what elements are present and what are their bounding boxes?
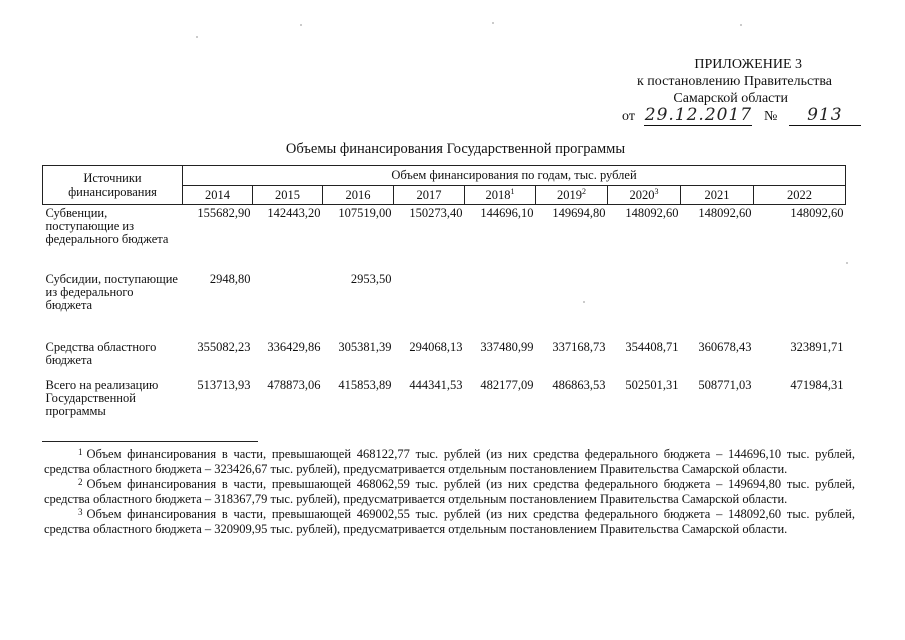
year-header: [183, 185, 253, 205]
footnote-ref: 1: [510, 186, 515, 196]
row-label: Средства областного бюджета: [45, 340, 157, 367]
footnote-ref: 2: [582, 186, 586, 196]
value-cell: 337480,99: [480, 340, 534, 354]
row-label: Субвенции, поступающие из федерального бюджета: [45, 206, 169, 246]
year-label: 2021: [704, 187, 730, 202]
scan-speck: [740, 24, 742, 26]
year-header: [465, 185, 536, 205]
year-header: [681, 185, 754, 205]
value-cell: 354408,71: [625, 340, 679, 354]
value-cell: 148092,60: [790, 206, 844, 220]
table-row: [43, 377, 846, 427]
value-cell: 323891,71: [790, 340, 844, 354]
footnote-mark: 2: [78, 477, 83, 487]
value-cell: [754, 271, 846, 337]
year-header: [394, 185, 465, 205]
table-header-row: [43, 166, 846, 186]
value-cell: [253, 271, 323, 337]
appendix-decree-line: к постановлению Правительства: [636, 74, 832, 89]
year-header: [323, 185, 394, 205]
number-handwritten: 913: [807, 105, 843, 125]
appendix-date-line: [560, 105, 843, 126]
value-cell: [608, 271, 681, 337]
value-cell: 471984,31: [790, 378, 844, 392]
footnote-rule: [42, 441, 258, 442]
value-cell: [465, 271, 536, 337]
value-cell: 355082,23: [197, 340, 251, 354]
year-label: 2018: [485, 187, 511, 202]
value-cell: 2953,50: [350, 272, 392, 286]
group-header: Объем финансирования по годам, тыс. рублей: [183, 166, 846, 186]
value-cell: 148092,60: [698, 206, 752, 220]
value-cell: 415853,89: [338, 378, 392, 392]
value-cell: [394, 271, 465, 337]
year-header: [608, 185, 681, 205]
value-cell: 360678,43: [698, 340, 752, 354]
document-title: Объемы финансирования Государственной программы: [285, 141, 626, 157]
date-prefix: от: [622, 109, 635, 124]
scan-speck: [300, 24, 302, 26]
footnote: [44, 507, 855, 537]
appendix-header: [560, 56, 843, 126]
table-row: [43, 337, 846, 377]
value-cell: 444341,53: [409, 378, 463, 392]
scan-speck: [492, 22, 494, 24]
footnote-mark: 1: [78, 447, 83, 457]
year-label: 2014: [205, 187, 230, 202]
value-cell: 2948,80: [209, 272, 251, 286]
value-cell: 502501,31: [625, 378, 679, 392]
value-cell: 482177,09: [480, 378, 534, 392]
footnote-text: Объем финансирования в части, превышающей 469002,55 тыс. рублей (из них средства федерального бюджета – 148092,60 тыс. рублей, средства областного бюджета – 320909,95 тыс. рублей), предусматривается отдельным постановлением Правительства Самарской области.: [44, 507, 855, 536]
footnote-text: Объем финансирования в части, превышающей 468062,59 тыс. рублей (из них средства федерального бюджета – 149694,80 тыс. рублей, средства областного бюджета – 318367,79 тыс. рублей), предусматривается отдельным постановлением Правительства Самарской области.: [44, 477, 855, 506]
row-label: Всего на реализацию Государственной программы: [45, 378, 159, 418]
footnote: [44, 477, 855, 507]
year-header: [253, 185, 323, 205]
appendix-label: ПРИЛОЖЕНИЕ 3: [694, 57, 802, 72]
value-cell: 155682,90: [197, 206, 251, 220]
value-cell: 337168,73: [552, 340, 606, 354]
appendix-region-line: Самарской области: [673, 91, 788, 106]
table-body: [43, 205, 846, 428]
value-cell: 305381,39: [338, 340, 392, 354]
value-cell: [536, 271, 608, 337]
value-cell: 142443,20: [267, 206, 321, 220]
value-cell: [681, 271, 754, 337]
value-cell: 336429,86: [267, 340, 321, 354]
value-cell: 148092,60: [625, 206, 679, 220]
value-cell: 478873,06: [267, 378, 321, 392]
footnote-text: Объем финансирования в части, превышающей 468122,77 тыс. рублей (из них средства федерального бюджета – 144696,10 тыс. рублей, средства областного бюджета – 323426,67 тыс. рублей), предусматривается отдельным постановлением Правительства Самарской области.: [44, 447, 855, 476]
scan-speck: [846, 262, 848, 264]
year-label: 2017: [416, 187, 442, 202]
footnote: [44, 447, 855, 477]
date-handwritten: 29.12.2017: [644, 105, 753, 125]
date-field: [644, 107, 752, 126]
table-row: [43, 271, 846, 337]
year-label: 2016: [345, 187, 371, 202]
source-header: Источники финансирования: [43, 166, 183, 205]
value-cell: 513713,93: [197, 378, 251, 392]
value-cell: 150273,40: [409, 206, 463, 220]
footnotes: [44, 447, 855, 537]
row-label: Субсидии, поступающие из федерального бюджета: [45, 272, 178, 312]
year-label: 2019: [557, 187, 582, 202]
year-label: 2015: [275, 187, 300, 202]
year-header: [536, 185, 608, 205]
value-cell: 149694,80: [552, 206, 606, 220]
value-cell: 144696,10: [480, 206, 534, 220]
footnote-mark: 3: [78, 507, 83, 517]
year-label: 2020: [629, 187, 655, 202]
year-label: 2022: [787, 187, 812, 202]
number-field: [789, 107, 861, 126]
value-cell: 486863,53: [552, 378, 606, 392]
table-row: [43, 205, 846, 272]
number-prefix: №: [763, 109, 778, 124]
financing-table: [42, 165, 846, 427]
scan-speck: [196, 36, 198, 38]
value-cell: 107519,00: [338, 206, 392, 220]
year-header: [754, 185, 846, 205]
value-cell: 294068,13: [409, 340, 463, 354]
footnote-ref: 3: [654, 186, 659, 196]
value-cell: 508771,03: [698, 378, 752, 392]
